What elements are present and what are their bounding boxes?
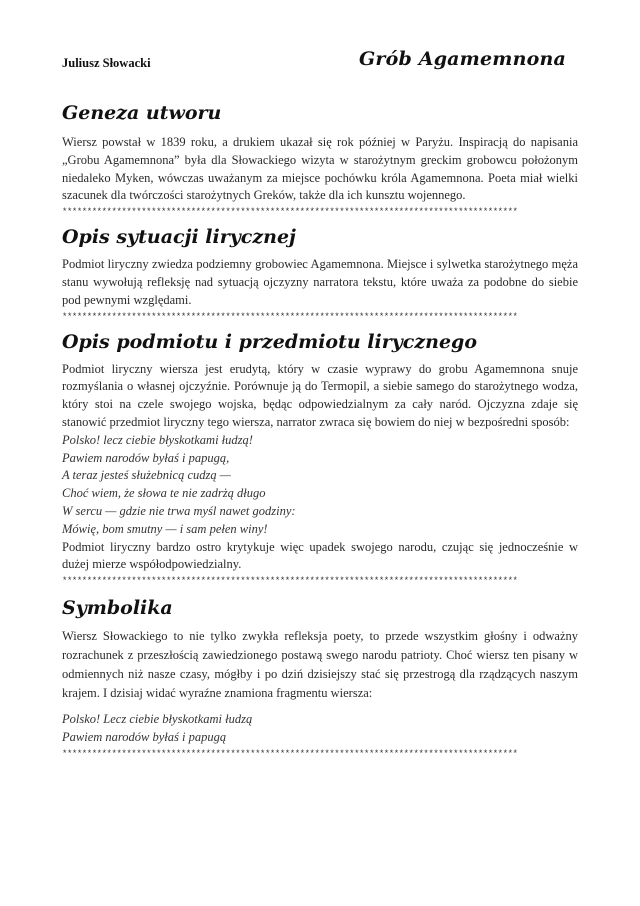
verse-line: Pawiem narodów byłaś i papugą (62, 729, 227, 744)
section-paragraph: Wiersz Słowackiego to nie tylko zwykła refleksja poety, to przede wszystkim głośny i odważny rozrachunek z przeszłością zawiedzionego postawą swego narodu patrioty. Choć wiersz ten pisany w odmiennych niż nasze czasy, mógłby i po dziń dzisiejszy stać się przestrogą dla rządzących naszym krajem. I dzisiaj widać wyraźne znamiona fragmentu wiersza: (62, 629, 578, 701)
page-header (62, 48, 566, 82)
document-title: Grób Agamemnona (358, 48, 566, 70)
section-paragraph: Podmiot liryczny wiersza jest erudytą, który w czasie wyprawy do grobu Agamemnona snuje rozmyślania o własnej ojczyźnie. Porównuje ją do Termopil, a siebie samego do starożytnego wodza, który stoi na czele swojego wojska, będąc odpowiedzialnym za cały naród. Ojczyzna zdaje się stanowić przedmiot liryczny tego wiersza, narrator zwraca się bowiem do niej w bezpośredni sposób: (62, 361, 578, 429)
verse-line: W sercu — gdzie nie trwa myśl nawet godziny: (62, 503, 296, 518)
section-paragraph: Wiersz powstał w 1839 roku, a drukiem ukazał się rok później w Paryżu. Inspiracją do napisania „Grobu Agamemnona” była dla Słowackiego wizyta w starożytnym greckim grobowcu położonym niedaleko Myken, wówczas uważanym za miejsce pochówku króla Agamemnona. Poeta miał wielki szacunek dla twórczości starożytnych Greków, także dla ich kunsztu wojennego. (62, 135, 578, 203)
separator-line: ******************************************************************************************** (62, 207, 518, 218)
separator-line: ******************************************************************************************** (62, 576, 518, 587)
section-situation (62, 224, 578, 322)
author-name: Juliusz Słowacki (62, 56, 151, 70)
verse-line: Polsko! lecz ciebie błyskotkami łudzą! (62, 432, 253, 447)
section-heading: Opis sytuacji lirycznej (62, 226, 296, 249)
section-heading: Symbolika (62, 597, 173, 620)
section-subject (62, 329, 578, 588)
verse-line: Mówię, bom smutny — i sam pełen winy! (62, 521, 268, 536)
section-symbolism (62, 595, 578, 760)
verse-line: Choć wiem, że słowa te nie zadrżą długo (62, 486, 266, 501)
separator-line: ******************************************************************************************** (62, 311, 518, 322)
verse-line: Polsko! Lecz ciebie błyskotkami łudzą (62, 712, 253, 727)
section-genesis (62, 100, 578, 218)
verse-line: A teraz jesteś służebnicą cudzą — (62, 468, 231, 483)
section-heading: Opis podmiotu i przedmiotu lirycznego (62, 330, 478, 353)
section-heading: Geneza utworu (62, 102, 222, 124)
document-body (62, 100, 578, 766)
spacer (62, 703, 578, 711)
section-closing-paragraph: Podmiot liryczny bardzo ostro krytykuje więc upadek swojego narodu, czując się jednocześnie w dużej mierze współodpowiedzialny. (62, 539, 578, 572)
verse-line: Pawiem narodów byłaś i papugą, (62, 450, 230, 465)
section-paragraph: Podmiot liryczny zwiedza podziemny grobowiec Agamemnona. Miejsce i sylwetka starożytnego męża stanu wywołują refleksję nad sytuacją ojczyzny narratora tekstu, które uważa za podobne do siebie pod pewnymi względami. (62, 257, 578, 307)
separator-line: ******************************************************************************************** (62, 748, 518, 759)
